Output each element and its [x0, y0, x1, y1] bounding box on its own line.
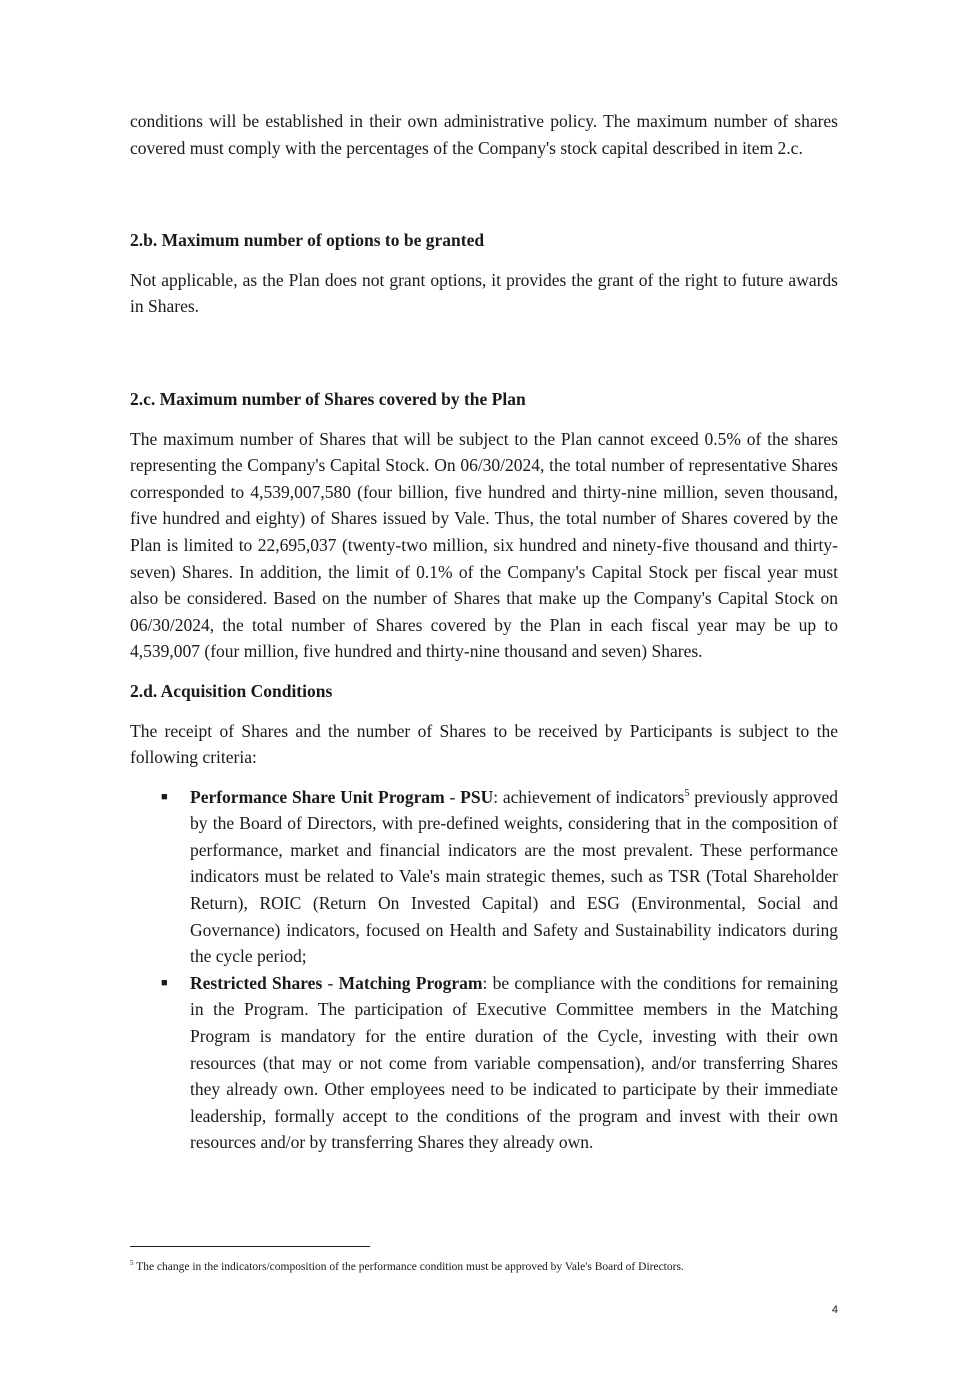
page-number: 4 [831, 1304, 838, 1316]
footnote-separator [130, 1246, 370, 1247]
section-2d-body: The receipt of Shares and the number of Shares to be received by Participants is subject to the following criteria: [130, 720, 838, 768]
footnote-5 [130, 1259, 838, 1275]
section-2b-heading: 2.b. Maximum number of options to be granted [130, 230, 485, 251]
psu-title-separator: - [444, 786, 461, 807]
restricted-title-part2: Matching Program [338, 972, 483, 993]
footnote-number: 5 [130, 1259, 134, 1268]
psu-body-text: previously approved by the Board of Directors, with pre-defined weights, considering that in the composition of performance, market and financial indicators are the most prevalent. These performance indicators must be related to Vale's main strategic themes, such as TSR (Total Shareholder Return), ROIC (Return On Invested Capital) and ESG (Environmental, Social and Governance) indicators, focused on Health and Safety and Sustainability indicators during the cycle period; [190, 786, 839, 967]
intro-paragraph: conditions will be established in their own administrative policy. The maximum number of shares covered must comply with the percentages of the Company's stock capital described in item 2.c. [130, 111, 838, 158]
footnote-text: The change in the indicators/composition of the performance condition must be approved by Vale's Board of Directors. [133, 1261, 684, 1273]
section-2c-heading: 2.c. Maximum number of Shares covered by the Plan [130, 388, 526, 409]
psu-lead-text: : achievement of indicators [493, 786, 685, 807]
bullet-icon: ■ [161, 790, 168, 803]
section-2c-body: The maximum number of Shares that will be subject to the Plan cannot exceed 0.5% of the shares representing the Company's Capital Stock. On 06/30/2024, the total number of representative Shares corresponded to 4,539,007,580 (four billion, five hundred and thirty-nine million, seven thousand, five hundred and eighty) of Shares issued by Vale. Thus, the total number of Shares covered by the Plan is limited to 22,695,037 (twenty-two million, six hundred and ninety-five thousand and thirty-seven) Shares. In addition, the limit of 0.1% of the Company's Capital Stock per fiscal year must also be considered. Based on the number of Shares that make up the Company's Capital Stock on 06/30/2024, the total number of Shares covered by the Plan in each fiscal year may be up to 4,539,007 (four million, five hundred and thirty-nine thousand and seven) Shares. [130, 428, 838, 662]
restricted-body-text: : be compliance with the conditions for remaining in the Program. The participation of Executive Committee members in the Matching Program is mandatory for the entire duration of the Cycle, investing with their own resources (that may or not come from variable compensation), and/or transferring Shares they already own. Other employees need to be indicated to participate by their immediate leadership, formally accept to the conditions of the program and invest with their own resources and/or by transferring Shares they already own. [190, 972, 839, 1153]
list-item-psu [130, 784, 838, 970]
section-2d-heading: 2.d. Acquisition Conditions [130, 680, 333, 701]
section-2b-body: Not applicable, as the Plan does not grant options, it provides the grant of the right to future awards in Shares. [130, 269, 838, 317]
footnote-reference[interactable]: 5 [684, 787, 690, 799]
criteria-list [130, 784, 838, 1156]
bullet-icon: ■ [161, 976, 168, 989]
restricted-title-part1: Restricted Shares [190, 972, 323, 993]
list-item-restricted-shares [130, 970, 838, 1156]
psu-title-part2: PSU [460, 786, 494, 807]
psu-title-part1: Performance Share Unit Program [190, 786, 445, 807]
page-body [130, 108, 838, 1156]
restricted-title-separator: - [322, 972, 339, 993]
